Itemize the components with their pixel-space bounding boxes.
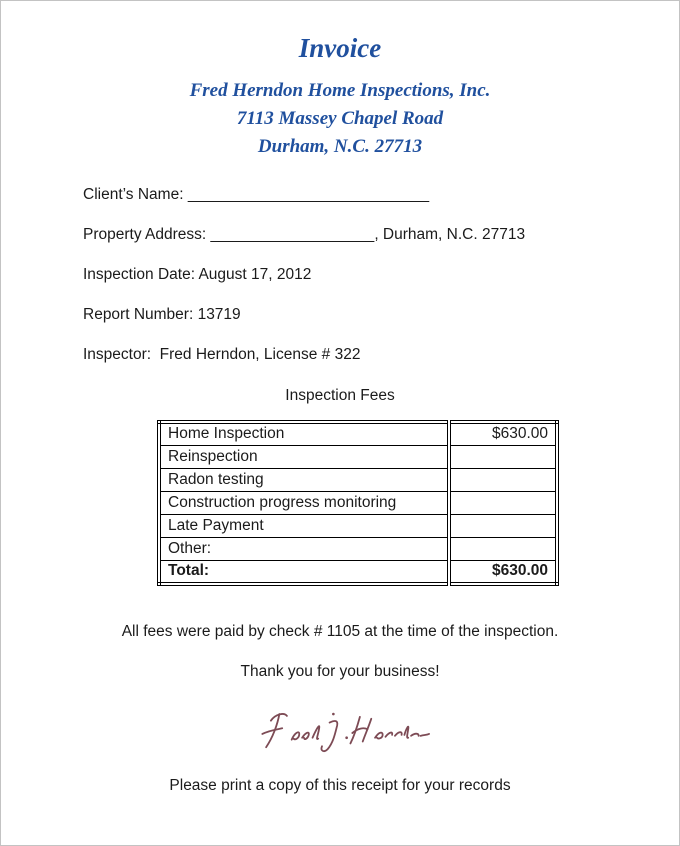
table-row [159,446,557,469]
property-address-line [83,227,679,243]
fee-item-cell: Total: [159,561,449,585]
fee-item-cell: Radon testing [159,469,449,492]
client-name-label: Client’s Name: [83,186,188,203]
fee-item-cell: Other: [159,538,449,561]
payment-note: All fees were paid by check # 1105 at the time of the inspection. [121,623,559,640]
invoice-header [1,1,679,161]
property-address-blank: ___________________ [210,226,375,243]
property-address-label: Property Address: [83,226,211,243]
fee-item-cell: Late Payment [159,515,449,538]
table-row-total [159,561,557,585]
client-name-line [83,187,679,203]
report-number-line: Report Number: 13719 [83,306,241,323]
fee-amount-cell [449,492,557,515]
company-address-city: Durham, N.C. 27713 [257,136,423,157]
table-row [159,492,557,515]
table-row [159,469,557,492]
signature-image [250,706,430,760]
fee-amount-cell: $630.00 [449,561,557,585]
fee-amount-cell [449,538,557,561]
fee-amount-cell [449,515,557,538]
client-name-blank: ____________________________ [187,186,430,203]
invoice-details [83,187,679,363]
fee-item-cell: Home Inspection [159,422,449,446]
invoice-footer [1,623,679,794]
fee-item-cell: Reinspection [159,446,449,469]
fees-table [157,420,559,586]
property-address-suffix: , Durham, N.C. 27713 [374,226,526,243]
fee-amount-cell [449,446,557,469]
company-address-street: 7113 Massey Chapel Road [236,108,444,129]
table-row [159,422,557,446]
thanks-note: Thank you for your business! [240,663,440,680]
fee-amount-cell [449,469,557,492]
fee-item-cell: Construction progress monitoring [159,492,449,515]
signature-block [1,706,679,760]
print-note: Please print a copy of this receipt for your records [169,777,511,794]
table-row [159,538,557,561]
table-row [159,515,557,538]
fees-heading: Inspection Fees [285,387,395,404]
page-title: Invoice [298,33,382,63]
inspector-line: Inspector: Fred Herndon, License # 322 [83,346,361,363]
company-name: Fred Herndon Home Inspections, Inc. [189,80,491,101]
inspection-date-line: Inspection Date: August 17, 2012 [83,266,312,283]
fee-amount-cell: $630.00 [449,422,557,446]
